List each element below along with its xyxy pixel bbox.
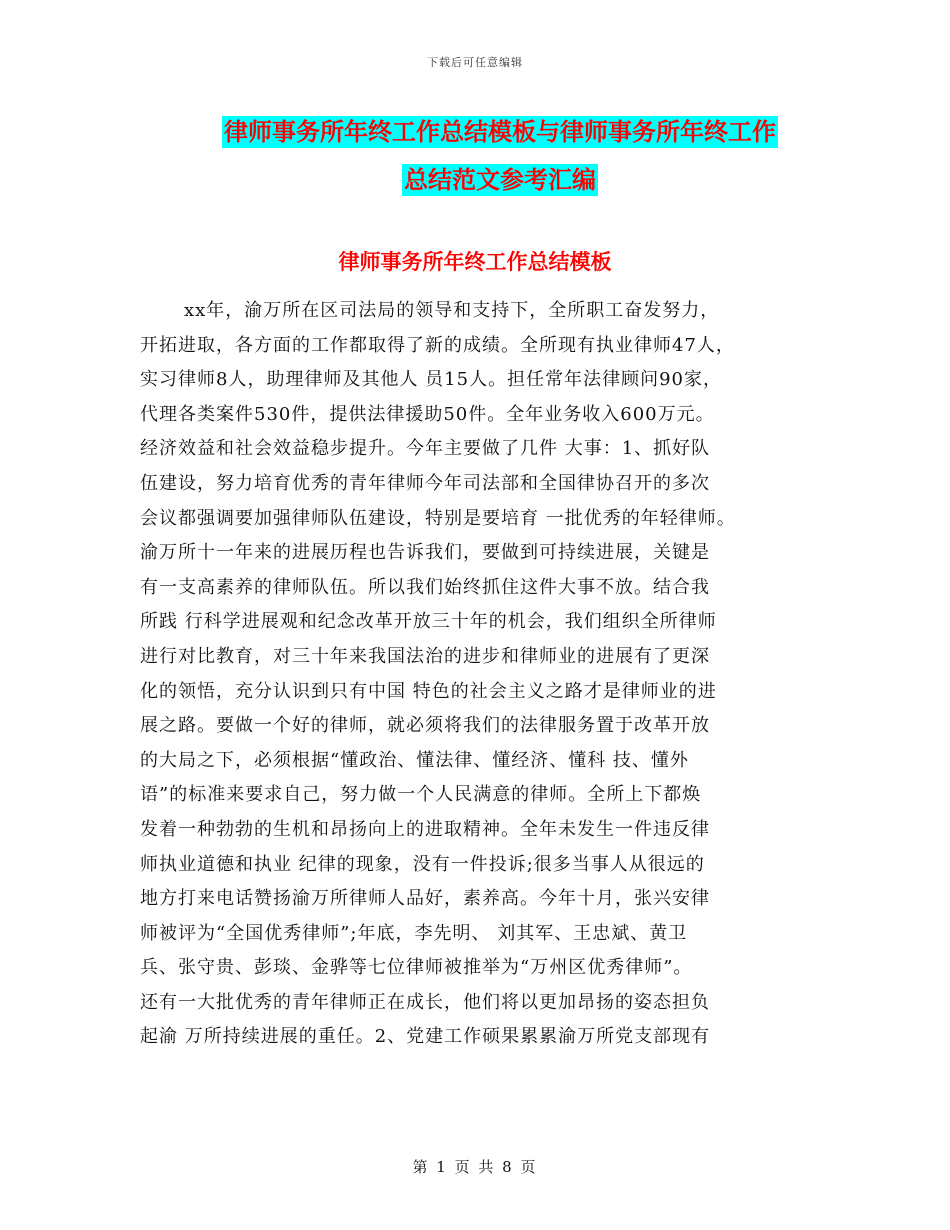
body-line: 还有一大批优秀的青年律师正在成长，他们将以更加昂扬的姿态担负 [140, 991, 710, 1013]
title-line-2: 总结范文参考汇编 [404, 166, 596, 194]
body-line: 地方打来电话赞扬渝万所律师人品好，素养高。今年十月，张兴安律 [140, 888, 710, 910]
body-line: 师被评为“全国优秀律师”;年底，李先明、 刘其军、王忠斌、黄卫 [140, 922, 688, 944]
body-line: 进行对比教育，对三十年来我国法治的进步和律师业的进展有了更深 [140, 645, 710, 667]
body-line: 实习律师8人，助理律师及其他人 员15人。担任常年法律顾问90家， [140, 369, 722, 391]
title-line-1: 律师事务所年终工作总结模板与律师事务所年终工作 [224, 118, 776, 146]
body-line: 开拓进取，各方面的工作都取得了新的成绩。全所现有执业律师47人， [140, 334, 735, 356]
body-line: 师执业道德和执业 纪律的现象，没有一件投诉;很多当事人从很远的 [140, 853, 705, 875]
body-line: 发着一种勃勃的生机和昂扬向上的进取精神。全年未发生一件违反律 [140, 818, 710, 840]
body-line: 有一支高素养的律师队伍。所以我们始终抓住这件大事不放。结合我 [140, 576, 710, 598]
body-line: 起渝 万所持续进展的重任。2、党建工作硕果累累渝万所党支部现有 [140, 1026, 711, 1048]
body-line: 会议都强调要加强律师队伍建设，特别是要培育 一批优秀的年轻律师。 [140, 507, 736, 529]
body-line: 渝万所十一年来的进展历程也告诉我们，要做到可持续进展，关键是 [140, 542, 710, 564]
document-title [100, 108, 900, 204]
section-title: 律师事务所年终工作总结模板 [338, 250, 612, 274]
body-line: xx年，渝万所在区司法局的领导和支持下，全所职工奋发努力， [184, 300, 720, 321]
body-text [140, 294, 820, 1055]
body-line: 的大局之下，必须根据“懂政治、懂法律、懂经济、懂科 技、懂外 [140, 749, 689, 771]
page-footer: 第 1 页 共 8 页 [412, 1158, 538, 1176]
body-line: 展之路。要做一个好的律师，就必须将我们的法律服务置于改革开放 [140, 715, 710, 737]
body-line: 经济效益和社会效益稳步提升。今年主要做了几件 大事：1、抓好队 [140, 438, 711, 460]
body-line: 伍建设，努力培育优秀的青年律师今年司法部和全国律协召开的多次 [140, 472, 710, 494]
header-note: 下载后可任意编辑 [427, 56, 523, 69]
body-line: 代理各类案件530件，提供法律援助50件。全年业务收入600万元。 [140, 403, 715, 425]
body-line: 所践 行科学进展观和纪念改革开放三十年的机会，我们组织全所律师 [140, 611, 717, 633]
body-line: 兵、张守贵、彭琰、金骅等七位律师被推举为“万州区优秀律师”。 [140, 957, 693, 979]
body-line: 语”的标准来要求自己，努力做一个人民满意的律师。全所上下都焕 [140, 784, 702, 806]
body-line: 化的领悟，充分认识到只有中国 特色的社会主义之路才是律师业的进 [140, 680, 717, 702]
